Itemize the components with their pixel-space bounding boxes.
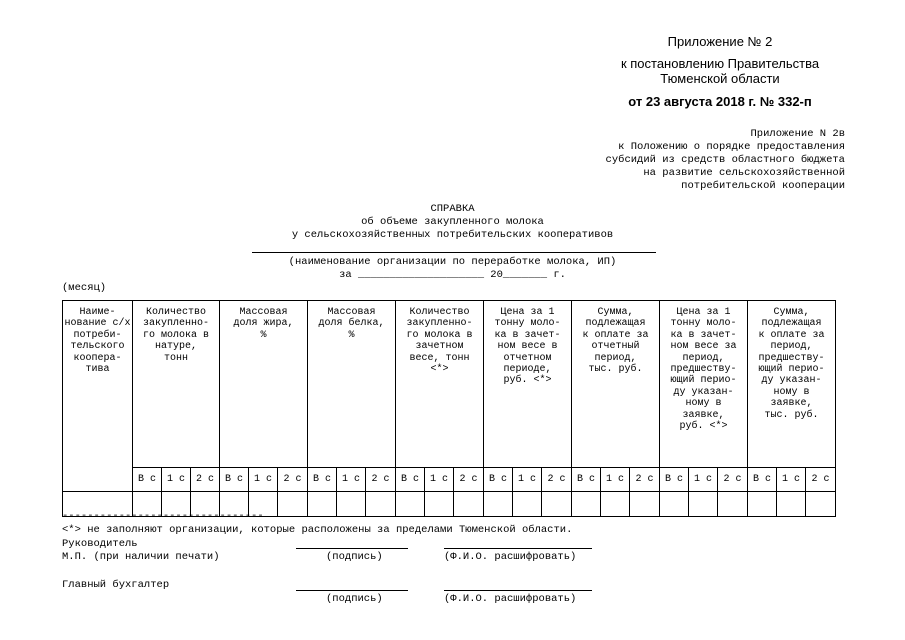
data-cell[interactable]: [513, 492, 542, 517]
data-cell[interactable]: [425, 492, 454, 517]
col-sum-reporting: Сумма, подлежащая к оплате за отчетный период, тыс. руб.: [572, 301, 660, 468]
sub-header-grade: 2 с: [191, 468, 220, 492]
org-name-line: [252, 252, 656, 253]
col-price-previous: Цена за 1 тонну моло- ка в зачет- ном весе за период, предшеству- ющий перио- ду указан- ному в заявке, руб. <*>: [660, 301, 748, 468]
footnote-separator: --------------------------------: [62, 510, 264, 522]
name-caption-2: (Ф.И.О. расшифровать): [444, 593, 577, 605]
sub-header-grade: 2 с: [630, 468, 660, 492]
milk-volume-table: [62, 300, 836, 517]
data-cell[interactable]: [601, 492, 630, 517]
data-cell[interactable]: [396, 492, 425, 517]
stamp-label: М.П. (при наличии печати): [62, 551, 220, 563]
sub-header-grade: 1 с: [689, 468, 718, 492]
col-price-reporting: Цена за 1 тонну моло- ка в зачет- ном весе в отчетном периоде, руб. <*>: [484, 301, 572, 468]
document-subtitle: об объеме закупленного молока: [361, 216, 544, 228]
sub-header-grade: В с: [484, 468, 513, 492]
sub-header-grade: 2 с: [542, 468, 572, 492]
sub-header-grade: 2 с: [366, 468, 396, 492]
sub-header-grade: 1 с: [777, 468, 806, 492]
data-cell[interactable]: [454, 492, 484, 517]
document-title: СПРАВКА: [430, 203, 475, 215]
period-line: за ____________________ 20_______ г.: [339, 269, 566, 281]
name-caption: (Ф.И.О. расшифровать): [444, 551, 577, 563]
signature-caption: (подпись): [326, 551, 383, 563]
org-caption: (наименование организации по переработке молока, ИП): [288, 256, 617, 268]
annex-line: субсидий из средств областного бюджета: [605, 154, 845, 166]
data-cell[interactable]: [660, 492, 689, 517]
sub-header-grade: 1 с: [249, 468, 278, 492]
sub-header-grade: В с: [133, 468, 162, 492]
sub-header-grade: В с: [396, 468, 425, 492]
data-cell[interactable]: [484, 492, 513, 517]
data-cell[interactable]: [718, 492, 748, 517]
col-protein-share: Массовая доля белка, %: [308, 301, 396, 468]
head-label: Руководитель: [62, 538, 138, 550]
col-milk-quantity: Количество закупленно- го молока в натуре, тонн: [133, 301, 220, 468]
sub-header-grade: В с: [660, 468, 689, 492]
name-line-2: [444, 590, 592, 591]
sub-header-grade: 2 с: [454, 468, 484, 492]
col-fat-share: Массовая доля жира, %: [220, 301, 308, 468]
decree-line: к постановлению Правительства: [620, 56, 820, 71]
data-cell[interactable]: [308, 492, 337, 517]
data-cell[interactable]: [366, 492, 396, 517]
data-cell[interactable]: [748, 492, 777, 517]
signature-caption-2: (подпись): [326, 593, 383, 605]
appendix-title: Приложение № 2: [667, 34, 773, 49]
sub-header-grade: В с: [748, 468, 777, 492]
name-line: [444, 548, 592, 549]
data-cell[interactable]: [806, 492, 836, 517]
sub-header-grade: 1 с: [601, 468, 630, 492]
annex-line: к Положению о порядке предоставления: [618, 141, 845, 153]
annex-line: потребительской кооперации: [681, 180, 845, 192]
data-cell[interactable]: [542, 492, 572, 517]
sub-header-grade: 1 с: [162, 468, 191, 492]
col-credit-weight: Количество закупленно- го молока в зачетном весе, тонн <*>: [396, 301, 484, 468]
annex-block: [606, 128, 845, 193]
sub-header-grade: 2 с: [718, 468, 748, 492]
region-line: Тюменской области: [660, 71, 780, 86]
col-sum-previous: Сумма, подлежащая к оплате за период, предшеству- ющий перио- ду указан- ному в заявке, тыс. руб.: [748, 301, 836, 468]
annex-line: на развитие сельскохозяйственной: [643, 167, 845, 179]
sub-header-grade: В с: [308, 468, 337, 492]
sub-header-grade: 2 с: [278, 468, 308, 492]
accountant-label: Главный бухгалтер: [62, 579, 170, 591]
sub-header-grade: 1 с: [513, 468, 542, 492]
annex-line: Приложение N 2в: [750, 128, 845, 140]
signature-line: [296, 548, 408, 549]
decree-date: от 23 августа 2018 г. № 332-п: [628, 94, 812, 109]
sub-header-grade: В с: [220, 468, 249, 492]
month-caption: (месяц): [62, 282, 107, 294]
document-subtitle-2: у сельскохозяйственных потребительских кооперативов: [291, 229, 614, 241]
col-cooperative-name: Наиме- нование с/х потреби- тельского коопера- тива: [63, 301, 133, 492]
data-cell[interactable]: [777, 492, 806, 517]
sub-header-grade: В с: [572, 468, 601, 492]
sub-header-grade: 1 с: [337, 468, 366, 492]
data-cell[interactable]: [689, 492, 718, 517]
sub-header-grade: 1 с: [425, 468, 454, 492]
signature-line-2: [296, 590, 408, 591]
sub-header-grade: 2 с: [806, 468, 836, 492]
data-cell[interactable]: [337, 492, 366, 517]
data-cell[interactable]: [278, 492, 308, 517]
data-cell[interactable]: [630, 492, 660, 517]
data-cell[interactable]: [572, 492, 601, 517]
footnote: <*> не заполняют организации, которые расположены за пределами Тюменской области.: [62, 524, 573, 536]
